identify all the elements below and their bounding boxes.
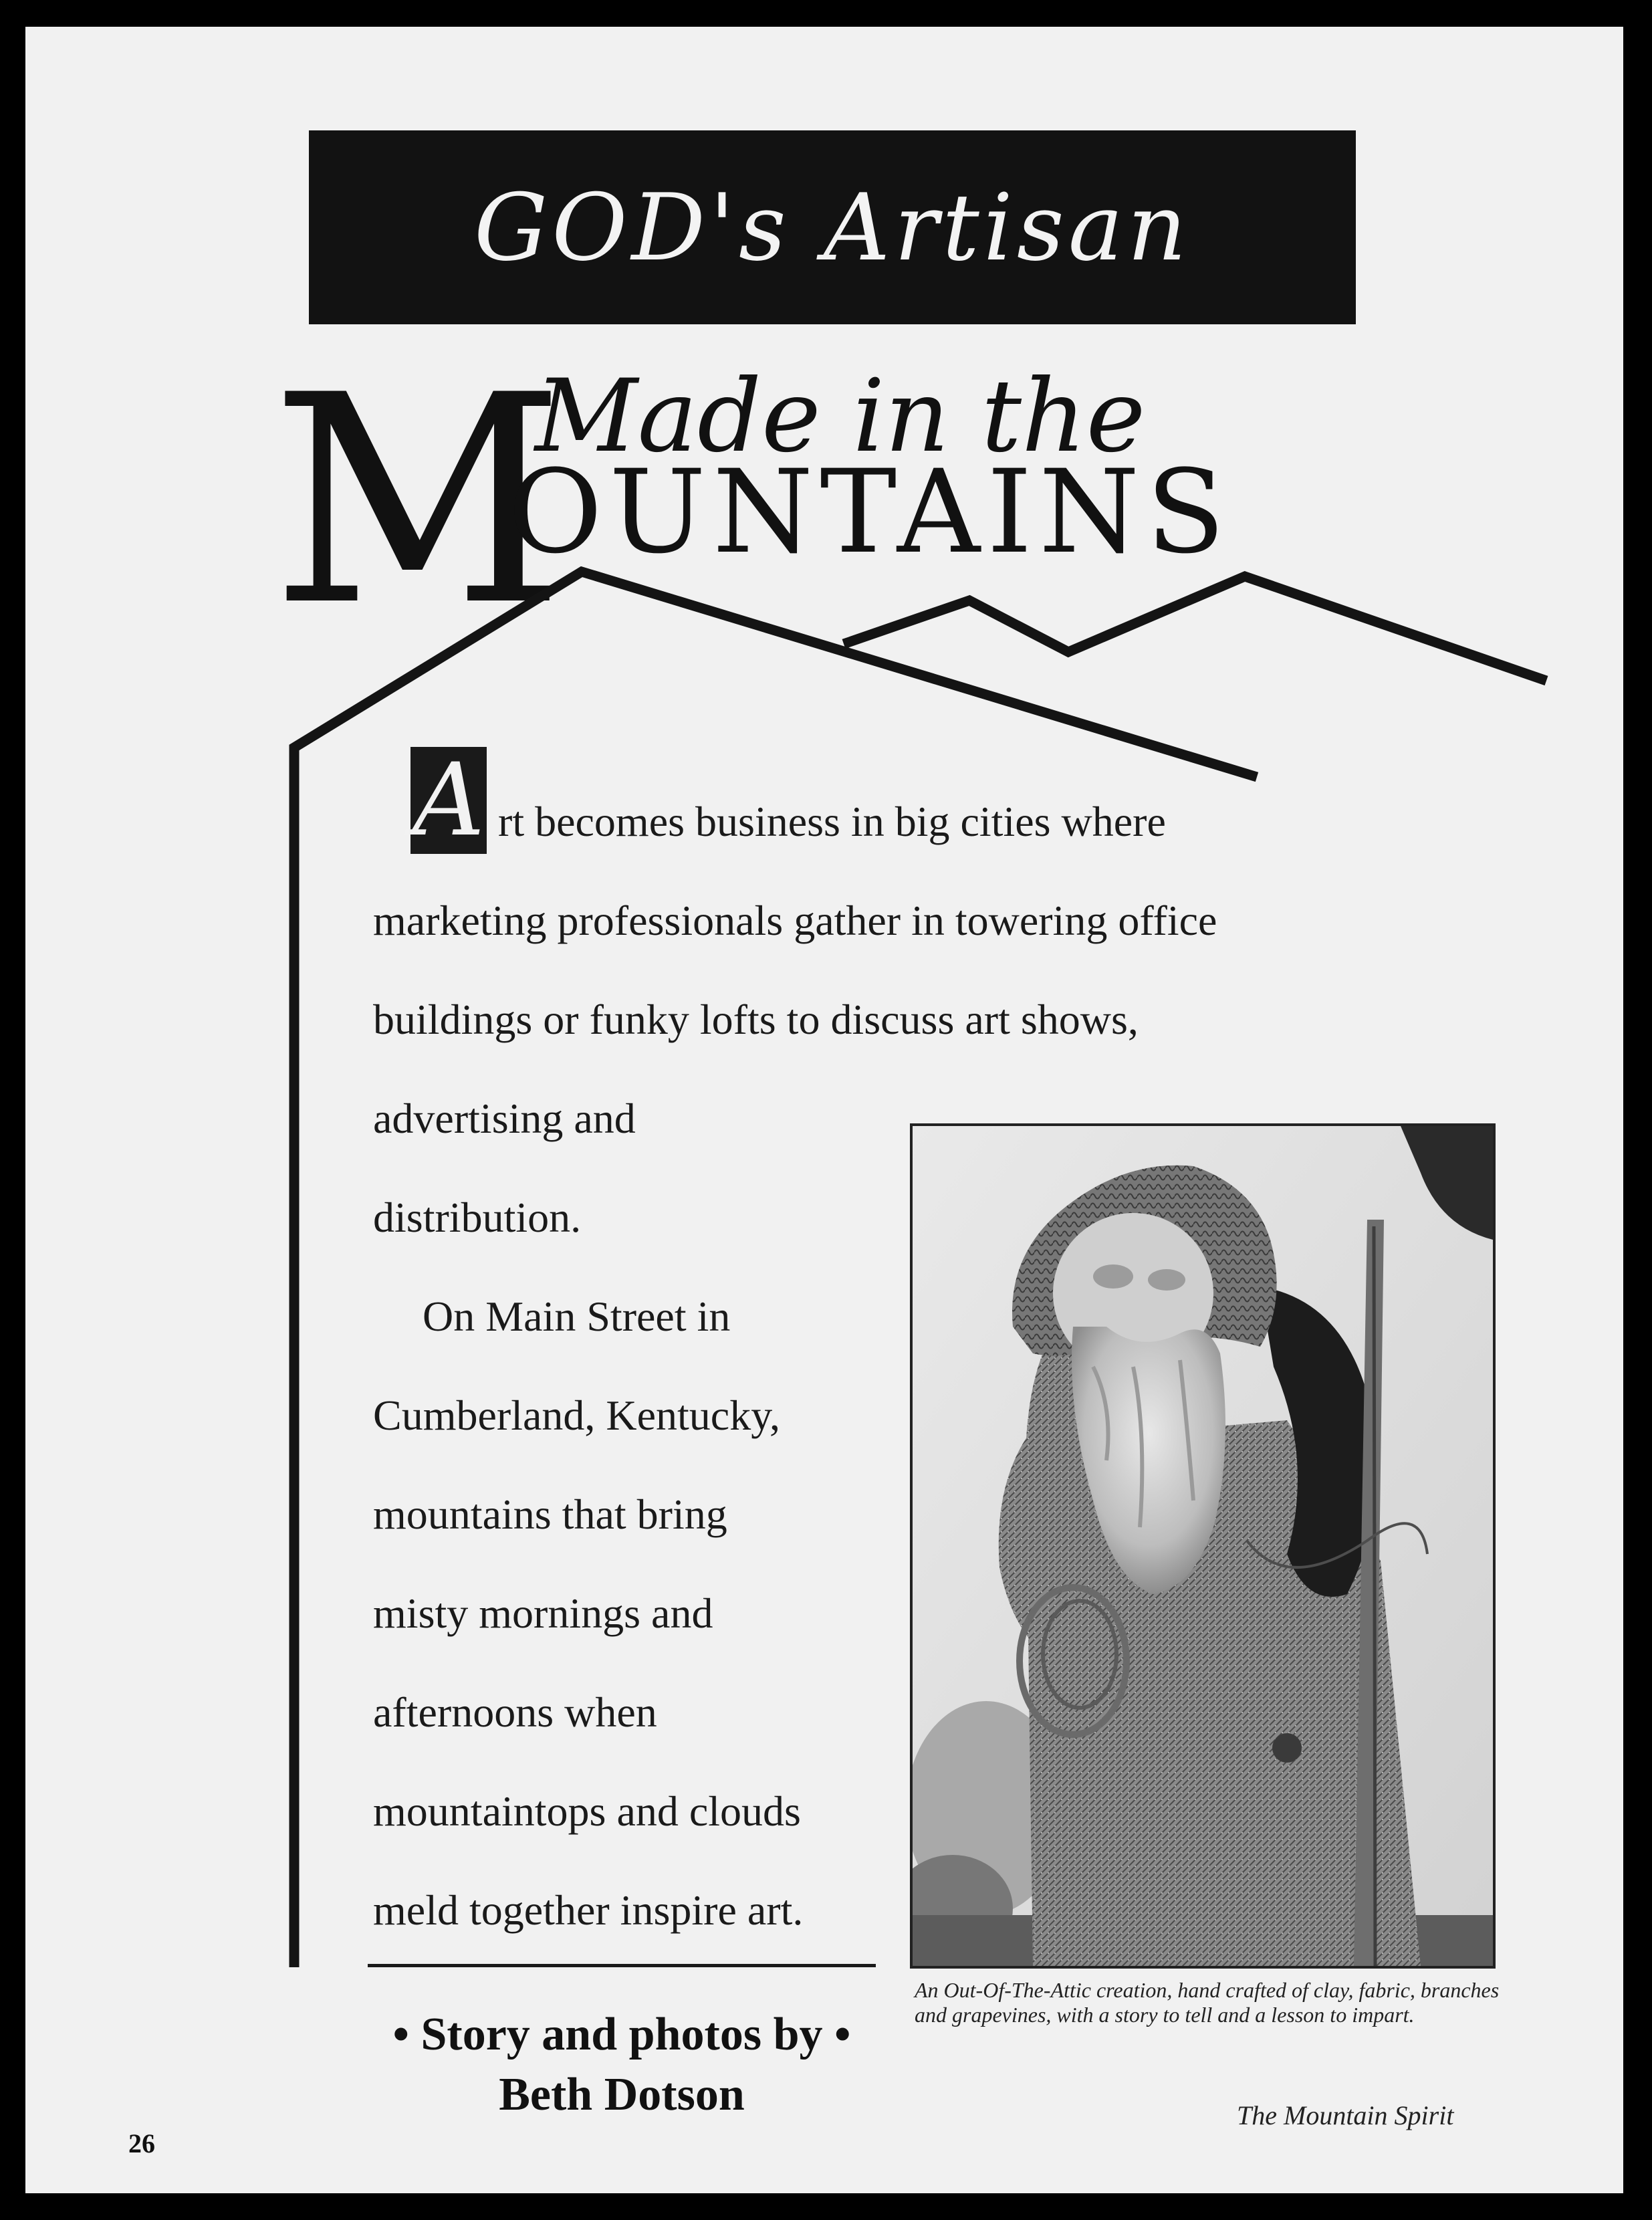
- article-line: afternoons when: [373, 1688, 657, 1736]
- byline-credit: • Story and photos by •: [392, 2009, 851, 2060]
- byline: [354, 2005, 889, 2125]
- article-line: misty mornings and: [373, 1589, 713, 1637]
- banner-title: GOD's Artisan: [474, 173, 1191, 282]
- heading-initial: M: [271, 334, 566, 669]
- photo-caption: An Out-Of-The-Attic creation, hand crafted of clay, fabric, branches and grapevines, with a story to tell and a lesson to impart.: [915, 1978, 1500, 2027]
- heading-line-2: OUNTAINS: [508, 445, 1232, 579]
- article-line: meld together inspire art.: [373, 1886, 804, 1934]
- article-line: On Main Street in: [423, 1293, 731, 1340]
- article-line: marketing professionals gather in towering office: [373, 897, 1217, 944]
- publication-name: The Mountain Spirit: [1237, 2100, 1454, 2130]
- mountain-ridge-back: [844, 576, 1546, 681]
- article-line: distribution.: [373, 1194, 582, 1241]
- article-line: advertising and: [373, 1095, 636, 1142]
- byline-divider: [368, 1964, 876, 1967]
- article-line: Cumberland, Kentucky,: [373, 1392, 781, 1439]
- drop-cap: A: [410, 747, 487, 854]
- article-line: rt becomes business in big cities where: [498, 798, 1166, 845]
- santa-figure-photo: [913, 1126, 1493, 1966]
- article-line: mountains that bring: [373, 1490, 727, 1538]
- byline-author: Beth Dotson: [499, 2069, 745, 2120]
- heading-line-1: Made in the: [535, 358, 1146, 475]
- article-photo: [910, 1123, 1496, 1969]
- article-line: mountaintops and clouds: [373, 1787, 801, 1835]
- article-line: buildings or funky lofts to discuss art shows,: [373, 996, 1139, 1043]
- page-number: 26: [128, 2128, 155, 2158]
